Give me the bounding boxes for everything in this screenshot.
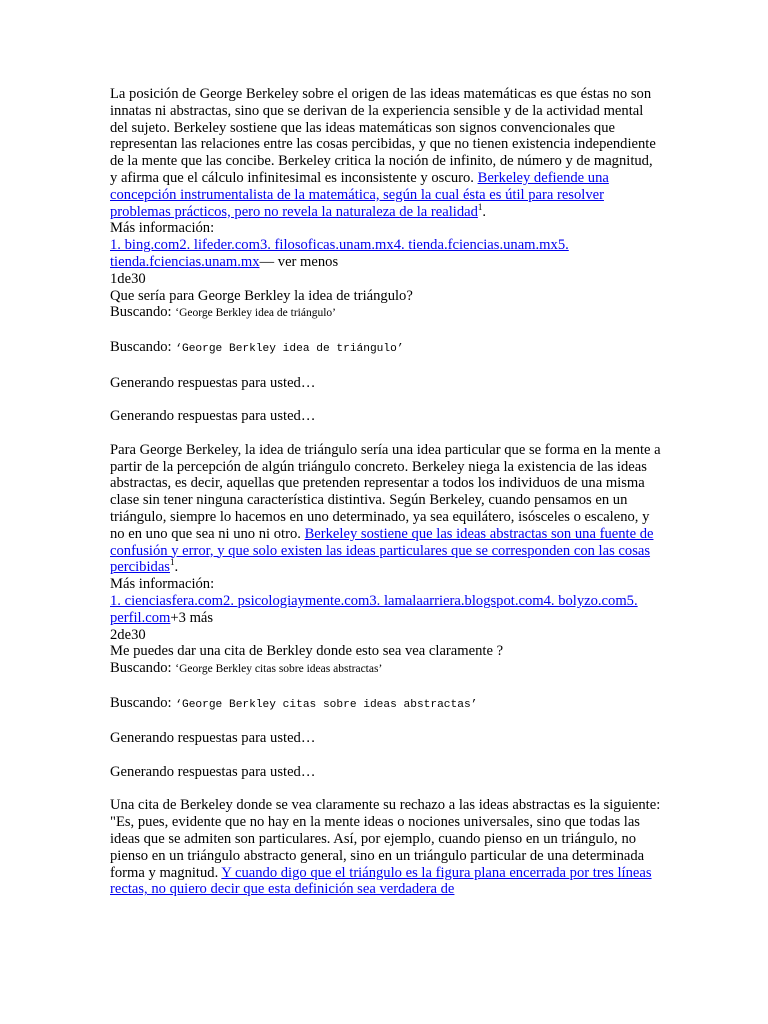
footnote-marker[interactable]: 1 xyxy=(477,201,483,212)
answer-1-citation-link[interactable]: Berkeley defiende una concepción instrumentalista de la matemática, según la cual ésta es útil para resolver problemas prácticos, pero no revela la naturaleza de la realidad xyxy=(110,169,609,220)
sources-list xyxy=(110,593,662,627)
search-status: Buscando: ‘George Berkley idea de triángulo’ xyxy=(110,304,336,321)
more-info-label: Más información: xyxy=(110,220,215,237)
generating-status: Generando respuestas para usted… xyxy=(110,374,316,391)
see-more-toggle[interactable]: +3 más xyxy=(170,609,214,626)
answer-3-intro: Una cita de Berkeley donde se vea claramente su rechazo a las ideas abstractas es la siguiente: xyxy=(110,797,661,814)
search-query: ‘George Berkley idea de triángulo’ xyxy=(175,307,336,320)
answer-1: La posición de George Berkeley sobre el origen de las ideas matemáticas es que éstas no son innatas ni abstractas, sino que se derivan de la experiencia sensible y de la actividad mental del sujeto. Berkeley sostiene que las ideas matemáticas son signos convencionales que representan las relaciones entre las cosas percibidas, y que no tienen existencia independiente de la mente que las concibe. Berkeley critica la noción de infinito, de número y de magnitud, y afirma que el cálculo infinitesimal es inconsistente y oscuro. Berkeley defiende una concepción instrumentalista de la matemática, según la cual ésta es útil para resolver problemas prácticos, pero no revela la naturaleza de la realidad$^1$. xyxy=(110,86,656,220)
search-query: ‘George Berkley idea de triángulo’ xyxy=(175,342,404,355)
footnote-marker[interactable]: 1 xyxy=(169,557,175,568)
answer-3-citation-link[interactable]: Y cuando digo que el triángulo es la figura plana encerrada por tres líneas rectas, no quiero decir que esta definición sea verdadera de xyxy=(110,864,652,898)
search-status: Buscando: ‘George Berkley citas sobre ideas abstractas’ xyxy=(110,660,383,677)
answer-3-quote xyxy=(110,814,662,898)
more-info-label: Más información: xyxy=(110,576,215,593)
search-status: Buscando: ‘George Berkley citas sobre ideas abstractas’ xyxy=(110,694,478,711)
document-page xyxy=(110,86,662,898)
user-question: Que sería para George Berkley la idea de triángulo? xyxy=(110,287,413,304)
response-counter: 1de30 xyxy=(110,270,146,287)
search-status: Buscando: ‘George Berkley idea de triángulo’ xyxy=(110,338,404,355)
answer-2-citation-link[interactable]: Berkeley sostiene que las ideas abstractas son una fuente de confusión y error, y que solo existen las ideas particulares que se corresponden con las cosas percibidas xyxy=(110,525,654,576)
search-query: ‘George Berkley citas sobre ideas abstractas’ xyxy=(175,698,478,711)
user-question: Me puedes dar una cita de Berkley donde esto sea vea claramente ? xyxy=(110,643,504,660)
answer-1-text: La posición de George Berkeley sobre el origen de las ideas matemáticas es que éstas no son innatas ni abstractas, sino que se derivan de la experiencia sensible y de la actividad mental del sujeto. Berkeley sostiene que las ideas matemáticas son signos convencionales que representan las relaciones entre las cosas percibidas, y que no tienen existencia independiente de la mente que las concibe. Berkeley critica la noción de infinito, de número y de magnitud, y afirma que el cálculo infinitesimal es inconsistente y oscuro. xyxy=(110,86,656,186)
see-less-toggle[interactable]: — ver menos xyxy=(259,253,339,270)
sources-links[interactable]: 1. bing.com2. lifeder.com3. filosoficas.unam.mx4. tienda.fciencias.unam.mx5. tienda.fciencias.unam.mx xyxy=(110,237,569,270)
sources-list xyxy=(110,237,662,271)
answer-2-text: Para George Berkeley, la idea de triángulo sería una idea particular que se forma en la mente a partir de la percepción de algún triángulo concreto. Berkeley niega la existencia de las ideas abstractas, es decir, aquellas que pretenden representar a todos los individuos de una misma clase sin tener ninguna característica distintiva. Según Berkeley, cuando pensamos en un triángulo, siempre lo hacemos en uno determinado, ya sea equilátero, isósceles o escaleno, y no en uno que sea ni uno ni otro. xyxy=(110,441,661,542)
answer-2: Para George Berkeley, la idea de triángulo sería una idea particular que se forma en la mente a partir de la percepción de algún triángulo concreto. Berkeley niega la existencia de las ideas abstractas, es decir, aquellas que pretenden representar a todos los individuos de una misma clase sin tener ninguna característica distintiva. Según Berkeley, cuando pensamos en un triángulo, siempre lo hacemos en uno determinado, ya sea equilátero, isósceles o escaleno, y no en uno que sea ni uno ni otro. Berkeley sostiene que las ideas abstractas son una fuente de confusión y error, y que solo existen las ideas particulares que se corresponden con las cosas percibidas$^1$. xyxy=(110,441,661,576)
sources-links[interactable]: 1. cienciasfera.com2. psicologiaymente.com3. lamalaarriera.blogspot.com4. bolyzo.com5. perfil.com xyxy=(110,592,638,626)
generating-status: Generando respuestas para usted… xyxy=(110,408,316,425)
search-query: ‘George Berkley citas sobre ideas abstractas’ xyxy=(175,663,383,676)
response-counter: 2de30 xyxy=(110,626,146,643)
generating-status: Generando respuestas para usted… xyxy=(110,730,316,747)
generating-status: Generando respuestas para usted… xyxy=(110,763,316,780)
quote-text: "Es, pues, evidente que no hay en la mente ideas o nociones universales, sino que todas las ideas que se admiten son particulares. Así, por ejemplo, cuando pienso en un triángulo, no pienso en un triángulo abstracto general, sino en un triángulo particular de una determinada forma y magnitud. xyxy=(110,814,645,881)
